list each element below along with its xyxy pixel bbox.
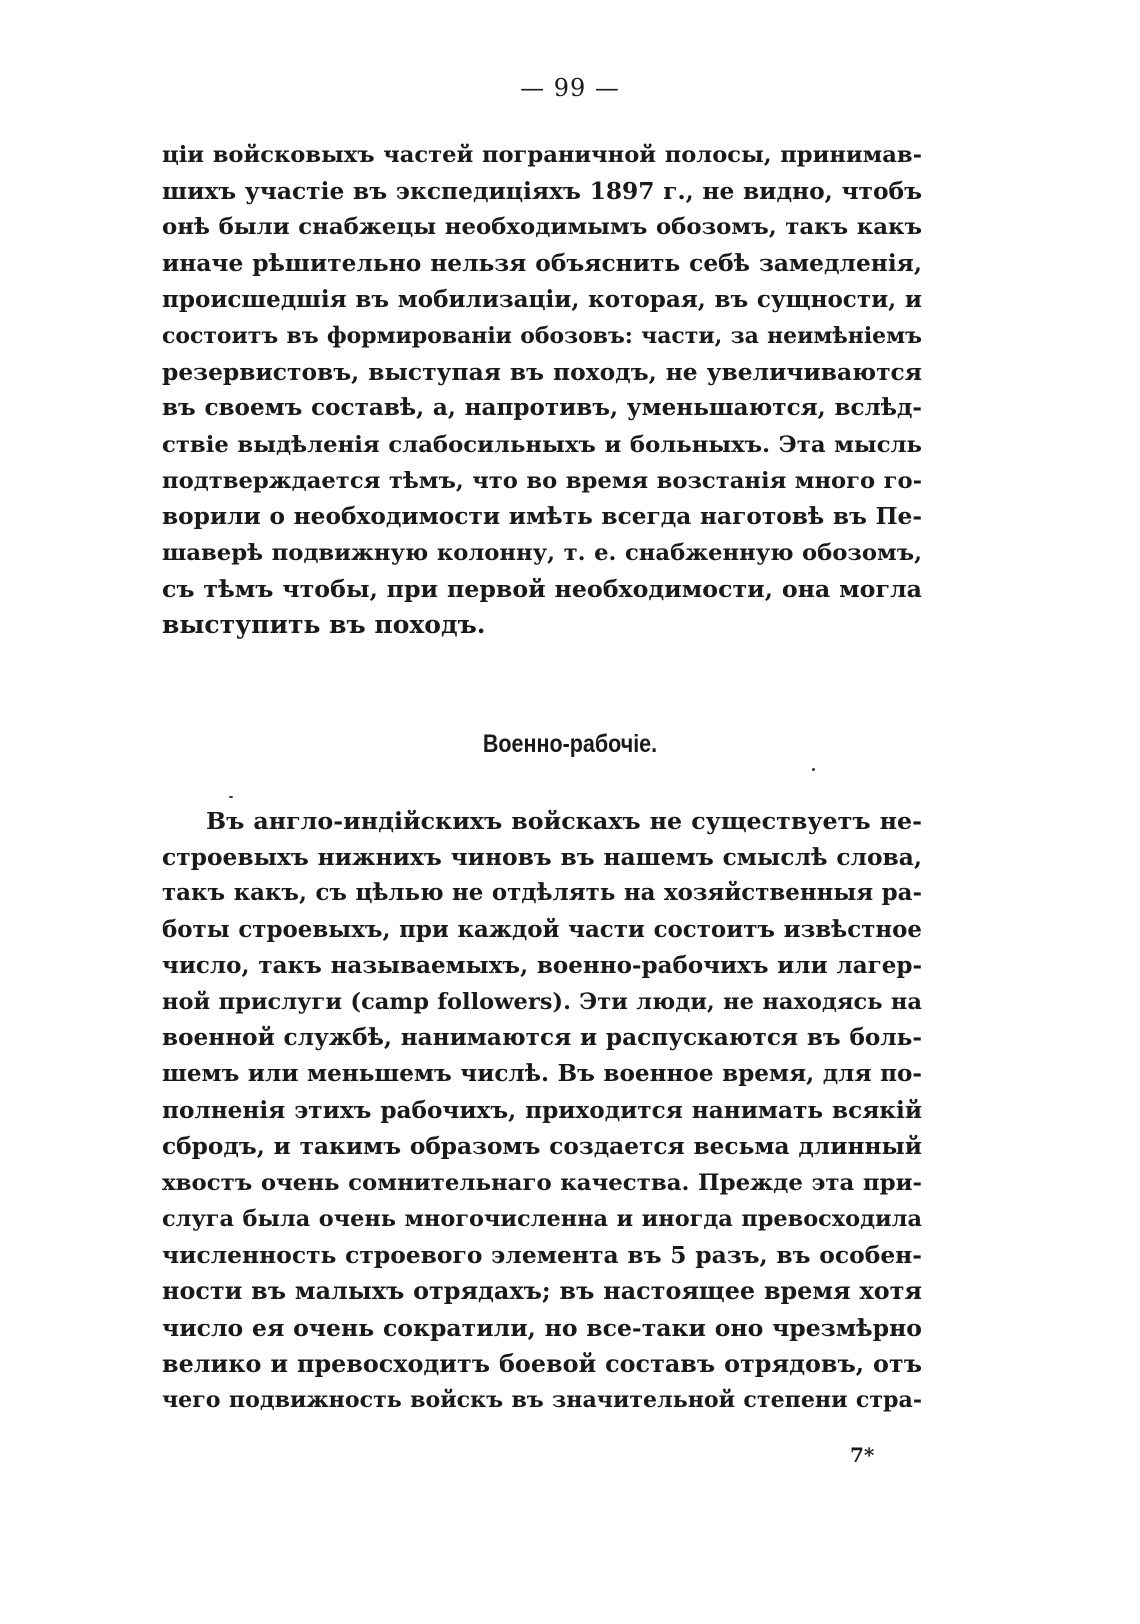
- text-line: сбродъ, и такимъ образомъ создается весьма длинный: [162, 1132, 922, 1160]
- text-line: ціи войсковыхъ частей пограничной полосы, принимав-: [162, 142, 922, 168]
- text-line: число ея очень сократили, но все-таки оно чрезмѣрно: [162, 1313, 922, 1342]
- text-line: чего подвижность войскъ въ значительной степени стра-: [162, 1387, 922, 1413]
- text-line: полненія этихъ рабочихъ, приходится нанимать всякій: [162, 1096, 922, 1124]
- page-number: — 99 —: [520, 74, 620, 102]
- text-line: происшедшія въ мобилизаціи, которая, въ сущности, и: [162, 285, 922, 313]
- text-line: подтверждается тѣмъ, что во время возстанія много го-: [162, 467, 922, 494]
- text-line: боты строевыхъ, при каждой части состоитъ извѣстное: [162, 915, 922, 943]
- text-line: ной прислуги (camp followers). Эти люди, не находясь на: [162, 988, 922, 1015]
- print-speck: [812, 768, 815, 771]
- text-line: число, такъ называемыхъ, военно-рабочихъ или лагер-: [162, 951, 922, 979]
- text-line: численность строевого элемента въ 5 разъ, въ особен-: [162, 1241, 922, 1270]
- text-line: строевыхъ нижнихъ чиновъ въ нашемъ смыслѣ слова,: [162, 843, 922, 872]
- text-line: шаверѣ подвижную колонну, т. е. снабженную обозомъ,: [162, 540, 922, 567]
- text-line: Въ англо-индійскихъ войскахъ не существуетъ не-: [206, 807, 922, 835]
- text-line: онѣ были снабжецы необходимымъ обозомъ, такъ какъ: [162, 214, 922, 241]
- section-heading: Военно-рабочіе.: [482, 730, 658, 758]
- text-line: съ тѣмъ чтобы, при первой необходимости, она могла: [162, 575, 922, 604]
- text-line: ствіе выдѣленія слабосильныхъ и больныхъ. Эта мысль: [162, 431, 922, 458]
- text-line: иначе рѣшительно нельзя объяснить себѣ замедленія,: [162, 249, 922, 277]
- text-line: велико и превосходитъ боевой составъ отрядовъ, отъ: [162, 1349, 922, 1378]
- text-line: военной службѣ, нанимаются и распускаются въ боль-: [162, 1024, 922, 1052]
- text-line: такъ какъ, съ цѣлью не отдѣлять на хозяйственныя ра-: [162, 880, 922, 907]
- text-line: въ своемъ составѣ, а, напротивъ, уменьшаются, вслѣд-: [162, 394, 922, 422]
- text-line: шемъ или меньшемъ числѣ. Въ военное время, для по-: [162, 1060, 922, 1088]
- signature-mark: 7*: [850, 1443, 875, 1467]
- text-line: резервистовъ, выступая въ походъ, не увеличиваются: [162, 358, 922, 387]
- paragraph-military-workers: [162, 803, 922, 1418]
- text-line: ворили о необходимости имѣть всегда наготовѣ въ Пе-: [162, 502, 922, 530]
- text-line: шихъ участіе въ экспедиціяхъ 1897 г., не видно, чтобъ: [162, 177, 922, 206]
- text-line: слуга была очень многочисленна и иногда превосходила: [162, 1206, 922, 1233]
- print-speck: [229, 796, 233, 798]
- text-line: выступить въ походъ.: [162, 610, 486, 640]
- paragraph-continuation: [162, 137, 922, 644]
- text-line: ности въ малыхъ отрядахъ; въ настоящее время хотя: [162, 1277, 922, 1306]
- text-line: состоитъ въ формированіи обозовъ: части, за неимѣніемъ: [162, 322, 922, 349]
- text-line: хвостъ очень сомнительнаго качества. Прежде эта при-: [162, 1169, 922, 1196]
